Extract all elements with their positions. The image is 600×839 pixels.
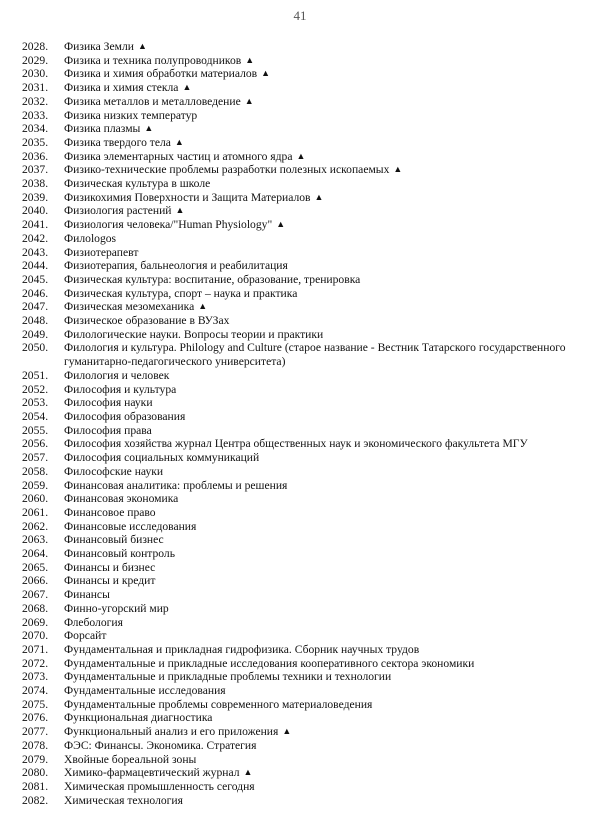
list-item — [22, 300, 592, 314]
list-item-number: 2049. — [22, 327, 49, 341]
list-item-title: Форсайт — [64, 629, 107, 643]
list-item-title: Физика и химия обработки материалов — [64, 67, 258, 81]
list-item — [22, 602, 592, 616]
list-item — [22, 136, 592, 150]
list-item — [22, 246, 592, 260]
list-item-title: Финансовая аналитика: проблемы и решения — [64, 478, 288, 492]
list-item-number: 2041. — [22, 218, 49, 232]
list-item-title: Философия хозяйства журнал Центра общественных наук и экономического факультета МГУ — [64, 437, 528, 451]
list-item-title: Физика низких температур — [64, 108, 198, 122]
list-item — [22, 451, 592, 465]
triangle-marker-icon: ▲ — [182, 82, 192, 93]
list-item-title: Физика и химия стекла — [64, 81, 179, 95]
list-item — [22, 163, 592, 177]
list-item-number: 2066. — [22, 574, 49, 588]
list-item-title: Финансы — [64, 588, 110, 602]
list-item-title: Физика твердого тела — [64, 135, 171, 149]
list-item-title: Филология и культура. Philology and Culture (старое название - Вестник Татарского государственного гуманитарно-педагогического университета) — [64, 341, 566, 369]
list-item — [22, 218, 592, 232]
list-item-number: 2040. — [22, 204, 49, 218]
list-item-number: 2079. — [22, 752, 49, 766]
list-item — [22, 766, 592, 780]
list-item-number: 2071. — [22, 642, 49, 656]
list-item-number: 2059. — [22, 478, 49, 492]
list-item — [22, 520, 592, 534]
list-item-title: Финансы и бизнес — [64, 560, 156, 574]
list-item-title: Философия права — [64, 423, 152, 437]
list-item-title: Физиология человека/"Human Physiology" — [64, 218, 273, 232]
list-item — [22, 479, 592, 493]
list-item — [22, 437, 592, 451]
list-item-title: Фундаментальные и прикладные исследования кооперативного сектора экономики — [64, 656, 475, 670]
list-item-title: Физиология растений — [64, 204, 172, 218]
list-item — [22, 711, 592, 725]
list-item-number: 2073. — [22, 670, 49, 684]
list-item-title: Химическая промышленность сегодня — [64, 779, 255, 793]
list-item-number: 2050. — [22, 341, 49, 355]
list-item — [22, 725, 592, 739]
list-item-title: Хвойные бореальной зоны — [64, 752, 197, 766]
list-item-title: Физика плазмы — [64, 122, 141, 136]
list-item — [22, 465, 592, 479]
list-item — [22, 588, 592, 602]
list-item — [22, 67, 592, 81]
list-item — [22, 232, 592, 246]
list-item-title: Финансовые исследования — [64, 519, 197, 533]
list-item-title: Фундаментальные и прикладные проблемы техники и технологии — [64, 670, 392, 684]
list-item-number: 2057. — [22, 451, 49, 465]
list-item-title: Философия образования — [64, 409, 186, 423]
list-item-title: Физика элементарных частиц и атомного ядра — [64, 149, 293, 163]
list-item-title: Филologos — [64, 231, 117, 245]
list-item — [22, 492, 592, 506]
list-item-title: Физиотерапевт — [64, 245, 139, 259]
triangle-marker-icon: ▲ — [174, 136, 184, 147]
list-item — [22, 739, 592, 753]
list-item-number: 2056. — [22, 437, 49, 451]
list-item-number: 2035. — [22, 135, 49, 149]
list-item — [22, 753, 592, 767]
list-item-number: 2046. — [22, 286, 49, 300]
list-item — [22, 81, 592, 95]
list-item-title: Физика Земли — [64, 40, 134, 53]
list-item-title: Физическая мезомеханика — [64, 300, 195, 314]
journal-list — [22, 40, 592, 807]
list-item-title: Химическая технология — [64, 793, 183, 807]
list-item-number: 2051. — [22, 368, 49, 382]
list-item-number: 2077. — [22, 725, 49, 739]
list-item-title: Функциональная диагностика — [64, 711, 213, 725]
list-item — [22, 670, 592, 684]
list-item-number: 2029. — [22, 53, 49, 67]
list-item-number: 2037. — [22, 163, 49, 177]
list-item-number: 2033. — [22, 108, 49, 122]
list-item-number: 2043. — [22, 245, 49, 259]
list-item-title: Финно-угорский мир — [64, 601, 169, 615]
list-item-title: Физическая культура, спорт – наука и практика — [64, 286, 298, 300]
list-item — [22, 177, 592, 191]
list-item-number: 2039. — [22, 190, 49, 204]
list-item-title: Физическая культура: воспитание, образование, тренировка — [64, 272, 361, 286]
list-item — [22, 684, 592, 698]
list-item — [22, 287, 592, 301]
list-item — [22, 616, 592, 630]
list-item-number: 2063. — [22, 533, 49, 547]
list-item-number: 2042. — [22, 231, 49, 245]
list-item-number: 2070. — [22, 629, 49, 643]
list-item-number: 2052. — [22, 382, 49, 396]
triangle-marker-icon: ▲ — [244, 95, 254, 106]
triangle-marker-icon: ▲ — [261, 68, 271, 79]
triangle-marker-icon: ▲ — [296, 150, 306, 161]
list-item — [22, 574, 592, 588]
list-item — [22, 109, 592, 123]
list-item-number: 2030. — [22, 67, 49, 81]
list-item — [22, 314, 592, 328]
triangle-marker-icon: ▲ — [276, 219, 286, 230]
list-item-title: Физико-технические проблемы разработки полезных ископаемых — [64, 163, 390, 177]
list-item-title: Философия науки — [64, 396, 153, 410]
list-item — [22, 506, 592, 520]
list-item — [22, 54, 592, 68]
list-item-number: 2047. — [22, 300, 49, 314]
list-item-number: 2044. — [22, 259, 49, 273]
triangle-marker-icon: ▲ — [175, 205, 185, 216]
list-item-title: Функциональный анализ и его приложения — [64, 725, 279, 739]
list-item-number: 2082. — [22, 793, 49, 807]
list-item-title: Филология и человек — [64, 368, 170, 382]
list-item-title: Финансовый бизнес — [64, 533, 164, 547]
list-item-number: 2058. — [22, 464, 49, 478]
page-number: 41 — [293, 8, 307, 23]
list-item-title: ФЭС: Финансы. Экономика. Стратегия — [64, 738, 257, 752]
list-item-title: Физика и техника полупроводников — [64, 53, 242, 67]
list-item — [22, 794, 592, 808]
triangle-marker-icon: ▲ — [198, 301, 208, 312]
triangle-marker-icon: ▲ — [144, 123, 154, 134]
list-item-title: Финансовая экономика — [64, 492, 179, 506]
list-item-title: Фундаментальные проблемы современного материаловедения — [64, 697, 373, 711]
list-item-title: Финансовый контроль — [64, 547, 175, 561]
list-item-number: 2081. — [22, 779, 49, 793]
list-item-number: 2048. — [22, 314, 49, 328]
list-item — [22, 122, 592, 136]
list-item-number: 2038. — [22, 177, 49, 191]
list-item-number: 2053. — [22, 396, 49, 410]
list-item — [22, 396, 592, 410]
list-item-number: 2034. — [22, 122, 49, 136]
list-item — [22, 204, 592, 218]
list-item-number: 2032. — [22, 94, 49, 108]
triangle-marker-icon: ▲ — [243, 767, 253, 778]
list-item-title: Физиотерапия, бальнеология и реабилитация — [64, 259, 288, 273]
list-item — [22, 341, 592, 368]
list-item-number: 2078. — [22, 738, 49, 752]
list-item-number: 2045. — [22, 272, 49, 286]
list-item-number: 2031. — [22, 81, 49, 95]
list-item — [22, 533, 592, 547]
list-item-number: 2055. — [22, 423, 49, 437]
list-item-title: Финансы и кредит — [64, 574, 156, 588]
list-item — [22, 95, 592, 109]
list-item-number: 2072. — [22, 656, 49, 670]
list-item-number: 2076. — [22, 711, 49, 725]
triangle-marker-icon: ▲ — [137, 41, 147, 51]
list-item — [22, 259, 592, 273]
list-item — [22, 410, 592, 424]
list-item — [22, 369, 592, 383]
list-item-number: 2036. — [22, 149, 49, 163]
list-item-title: Философия социальных коммуникаций — [64, 451, 260, 465]
list-item — [22, 383, 592, 397]
list-item — [22, 328, 592, 342]
triangle-marker-icon: ▲ — [245, 54, 255, 65]
list-item-title: Флебология — [64, 615, 123, 629]
list-item-number: 2074. — [22, 684, 49, 698]
triangle-marker-icon: ▲ — [393, 164, 403, 175]
list-item-title: Физикохимия Поверхности и Защита Материалов — [64, 190, 311, 204]
list-item-number: 2061. — [22, 505, 49, 519]
list-item — [22, 561, 592, 575]
list-item-title: Философские науки — [64, 464, 164, 478]
list-item — [22, 547, 592, 561]
list-item-title: Физика металлов и металловедение — [64, 94, 241, 108]
list-item — [22, 191, 592, 205]
list-item-title: Физическое образование в ВУЗах — [64, 314, 230, 328]
list-item-title: Философия и культура — [64, 382, 177, 396]
list-item-number: 2028. — [22, 40, 49, 53]
list-item — [22, 657, 592, 671]
triangle-marker-icon: ▲ — [282, 726, 292, 737]
list-item-number: 2054. — [22, 409, 49, 423]
list-item — [22, 643, 592, 657]
triangle-marker-icon: ▲ — [314, 191, 324, 202]
list-item — [22, 273, 592, 287]
list-item-number: 2069. — [22, 615, 49, 629]
list-item-number: 2067. — [22, 588, 49, 602]
list-item-title: Химико-фармацевтический журнал — [64, 766, 240, 780]
list-item — [22, 40, 592, 54]
list-item-number: 2068. — [22, 601, 49, 615]
list-item — [22, 780, 592, 794]
list-item — [22, 150, 592, 164]
list-item-number: 2060. — [22, 492, 49, 506]
list-item-title: Физическая культура в школе — [64, 177, 211, 191]
list-item-number: 2064. — [22, 547, 49, 561]
list-item — [22, 698, 592, 712]
list-item-number: 2065. — [22, 560, 49, 574]
list-item-title: Финансовое право — [64, 505, 156, 519]
list-item-number: 2080. — [22, 766, 49, 780]
list-item-title: Фундаментальная и прикладная гидрофизика. Сборник научных трудов — [64, 642, 420, 656]
list-item-number: 2062. — [22, 519, 49, 533]
list-item-number: 2075. — [22, 697, 49, 711]
list-item — [22, 629, 592, 643]
list-item — [22, 424, 592, 438]
list-item-title: Филологические науки. Вопросы теории и практики — [64, 327, 324, 341]
list-item-title: Фундаментальные исследования — [64, 684, 226, 698]
